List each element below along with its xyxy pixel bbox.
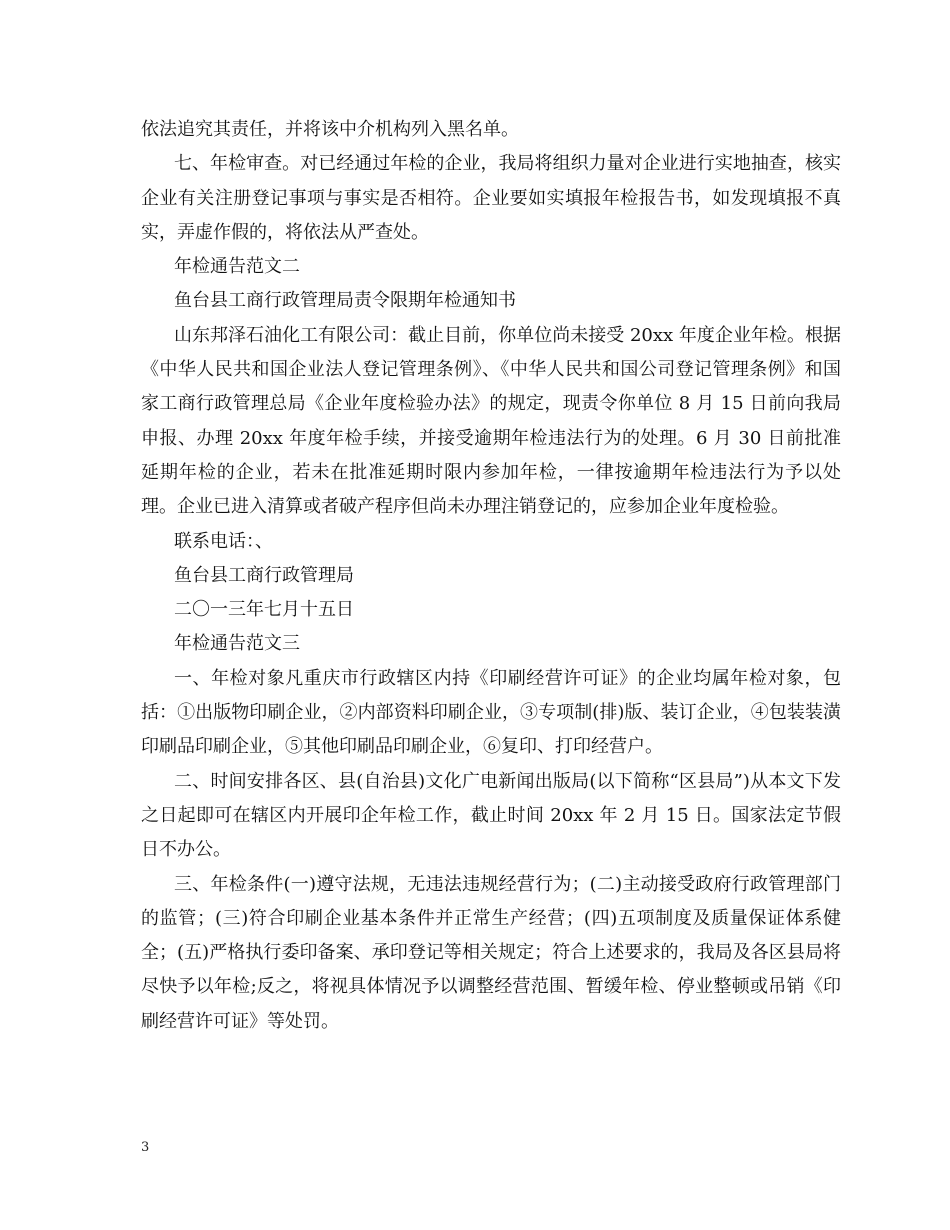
heading-sample-two: 年检通告范文二 (174, 256, 300, 278)
paragraph-company-notice: 山东邦泽石油化工有限公司：截止目前，你单位尚未接受 20xx 年度企业年检。根据《中华人民共和国企业法人登记管理条例》、《中华人民共和国公司登记管理条例》和国家工商行政管理总局《企业年度检验办法》的规定，现责令你单位 8 月 15 日前向我局申报、办理 20xx 年度年检手续，并接受逾期年检违法行为的处理。6 月 30 日前批准延期年检的企业，若未在批准延期时限内参加年检，一律按逾期年检违法行为予以处理。企业已进入清算或者破产程序但尚未办理注销登记的，应参加企业年度检验。 (141, 324, 841, 518)
notice-title: 鱼台县工商行政管理局责令限期年检通知书 (174, 290, 516, 312)
paragraph-inspection-targets: 一、年检对象凡重庆市行政辖区内持《印刷经营许可证》的企业均属年检对象，包括：①出版物印刷企业，②内部资料印刷企业，③专项制(排)版、装订企业，④包装装潢印刷品印刷企业，⑤其他印刷品印刷企业，⑥复印、打印经营户。 (141, 667, 841, 758)
document-body (141, 113, 841, 1039)
heading-sample-three: 年检通告范文三 (174, 633, 300, 655)
issuing-bureau: 鱼台县工商行政管理局 (174, 564, 354, 586)
paragraph-conditions: 三、年检条件(一)遵守法规，无违法违规经营行为；(二)主动接受政府行政管理部门的监管；(三)符合印刷企业基本条件并正常生产经营；(四)五项制度及质量保证体系健全；(五)严格执行委印备案、承印登记等相关规定；符合上述要求的，我局及各区县局将尽快予以年检;反之，将视具体情况予以调整经营范围、暂缓年检、停业整顿或吊销《印刷经营许可证》等处罚。 (141, 873, 841, 1032)
paragraph-schedule: 二、时间安排各区、县(自治县)文化广电新闻出版局(以下简称“区县局”)从本文下发之日起即可在辖区内开展印企年检工作，截止时间 20xx 年 2 月 15 日。国家法定节假日不办公。 (141, 770, 841, 861)
contact-phone: 联系电话：、 (174, 530, 273, 552)
paragraph-blacklist-continuation: 依法追究其责任，并将该中介机构列入黑名单。 (141, 119, 519, 140)
page-number: 3 (141, 1140, 150, 1155)
paragraph-annual-review: 七、年检审查。对已经通过年检的企业，我局将组织力量对企业进行实地抽查，核实企业有关注册登记事项与事实是否相符。企业要如实填报年检报告书，如发现填报不真实，弄虚作假的，将依法从严查处。 (141, 153, 841, 243)
issue-date: 二〇一三年七月十五日 (174, 599, 354, 621)
